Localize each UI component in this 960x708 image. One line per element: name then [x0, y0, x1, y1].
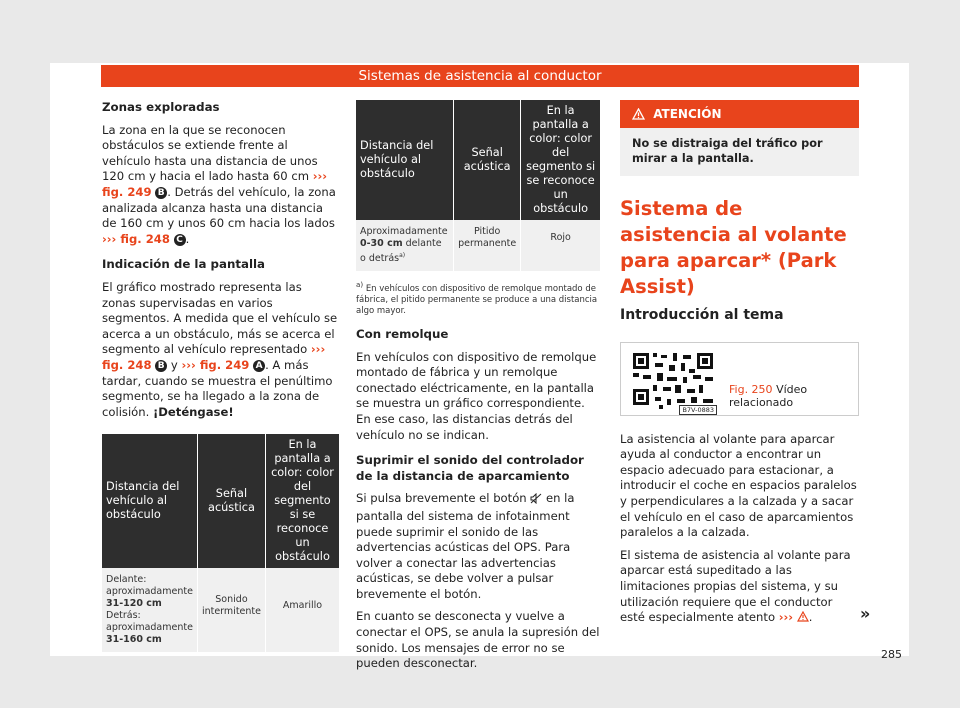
continue-arrow: » [860, 604, 871, 623]
page-number: 285 [881, 648, 902, 661]
warning-box [620, 100, 859, 176]
footnote-ref: a) [399, 252, 406, 259]
suprimir-text: Si pulsa brevemente el botón [356, 491, 527, 506]
intro-text-2: El sistema de asistencia al volante para aparcar está supeditado a las limitaciones propias del sistema, y su utilización requiere que el conductor esté especialmente atento [620, 547, 851, 625]
fig-link[interactable]: ››› fig. 249 [102, 169, 328, 199]
cell-text: Aproximadamente [360, 226, 448, 237]
remolque-title: Con remolque [356, 326, 449, 341]
distance-table-2 [356, 100, 600, 271]
fig-link[interactable]: ››› fig. 248 [102, 342, 326, 372]
warning-icon [632, 102, 645, 130]
cell-line: 31-120 cm [106, 598, 162, 610]
callout-badge: A [253, 360, 265, 372]
figure-250[interactable] [620, 342, 859, 416]
callout-badge: C [174, 234, 186, 246]
fig-link[interactable]: ››› fig. 249 [181, 357, 250, 372]
section-title: Sistema de asistencia al volante para aparcar* (Park Assist) [620, 197, 847, 298]
cell-acoustic: Sonido intermitente [197, 568, 265, 652]
indicacion-paragraph [102, 280, 339, 420]
cell-text: delante o detrás [360, 238, 442, 265]
cell-distance [102, 568, 197, 652]
zonas-paragraph: La zona en la que se reconocen obstáculos se extiende frente al vehículo hasta una distancia de unos 120 cm y hacia el lado hasta 60 cm ››› fig. 249 B . Detrás del vehículo, la zona analizada alcanza hasta una distancia de 160 cm y unos 60 cm hacia los lados ››› fig. 248 C . [102, 122, 336, 246]
figure-code: B7V-0883 [679, 405, 717, 415]
qr-code-icon[interactable] [629, 349, 717, 413]
suprimir-title: Suprimir el sonido del controlador de la distancia de aparcamiento [356, 453, 584, 483]
indicacion-text-2: . A más tardar, cuando se muestra el penúltimo segmento, se ha llegado a la zona de colisión. [102, 357, 333, 419]
zonas-text-2: . Detrás del vehículo, la zona analizada alcanza hasta una distancia de 160 cm y unos 60 cm hacia los lados [102, 184, 336, 231]
cell-color: Amarillo [265, 568, 339, 652]
indicacion-text: El gráfico mostrado representa las zonas supervisadas en varios segmentos. A medida que el vehículo se acerca a un obstáculo, más se acerca el segmento al vehículo representado [102, 279, 338, 357]
col-header-color: En la pantalla a color: color del segmento si se reconoce un obstáculo [265, 434, 339, 568]
cell-text: 0-30 cm [360, 238, 403, 249]
col-header-distance: Distancia del vehículo al obstáculo [102, 434, 197, 568]
callout-badge: B [155, 187, 167, 199]
column-3 [620, 100, 859, 634]
suprimir-text-3: En cuanto se desconecta y vuelve a conectar el OPS, se anula la supresión del sonido. Los mensajes de error no se pueden desconectar. [356, 609, 600, 671]
section-subtitle: Introducción al tema [620, 307, 784, 323]
warning-header [620, 100, 859, 128]
col-header-distance: Distancia del vehículo al obstáculo [356, 100, 454, 220]
column-2 [356, 100, 600, 679]
intro-paragraph-1: La asistencia al volante para aparcar ayuda al conductor a encontrar un espacio adecuado para estacionar, a introducir el coche en espacios paralelos y perpendiculares a la calzada y a sacar el vehículo en el caso de aparcamientos paralelos a la calzada. [620, 431, 857, 540]
table-footnote [356, 279, 600, 317]
cell-distance [356, 220, 454, 271]
and-text: y [167, 357, 182, 372]
figure-caption-text: Vídeo relacionado [729, 382, 808, 409]
callout-badge: B [155, 360, 167, 372]
cell-line: Delante: aproximadamente [106, 574, 193, 598]
cell-line: Detrás: aproximadamente [106, 610, 193, 634]
col-header-color: En la pantalla a color: color del segmento si se reconoce un obstáculo [521, 100, 600, 220]
figure-caption [729, 383, 858, 409]
cell-acoustic: Pitido permanente [454, 220, 521, 271]
footnote-mark: a) [356, 280, 364, 290]
suprimir-paragraph [356, 491, 600, 602]
intro-paragraph-2 [620, 548, 859, 627]
stop-warning: ¡Deténgase! [153, 404, 234, 419]
indicacion-title: Indicación de la pantalla [102, 257, 265, 272]
warning-text: No se distraiga del tráfico por mirar a la pantalla. [620, 128, 859, 176]
cell-color: Rojo [521, 220, 600, 271]
cell-line: 31-160 cm [106, 634, 162, 646]
distance-table-1 [102, 434, 339, 652]
warning-title: ATENCIÓN [653, 107, 722, 121]
col-header-acoustic: Señal acústica [454, 100, 521, 220]
suprimir-text-2: en la pantalla del sistema de infotainment puede suprimir el sonido de las advertencias acústicas del OPS. Para volver a conectar las advertencias acústicas, se debe volver a pulsar brevemente el botón. [356, 491, 575, 601]
zonas-title: Zonas exploradas [102, 100, 220, 114]
section-header: Sistemas de asistencia al conductor [101, 65, 859, 87]
column-1 [102, 100, 339, 652]
footnote-text: En vehículos con dispositivo de remolque montado de fábrica, el pitido permanente se produce a una distancia algo mayor. [356, 283, 598, 316]
mute-icon [530, 493, 542, 509]
zonas-text: La zona en la que se reconocen obstáculos se extiende frente al vehículo hasta una distancia de unos 120 cm y hacia el lado hasta 60 cm [102, 122, 318, 184]
period: . [808, 610, 813, 625]
warning-triangle-icon[interactable] [797, 611, 809, 627]
warning-link[interactable]: ››› [778, 610, 794, 625]
remolque-text: En vehículos con dispositivo de remolque montado de fábrica y un remolque conectado eléctricamente, en la pantalla se muestra un gráfico correspondiente. En ese caso, las distancias detrás del vehículo no se indican. [356, 349, 597, 442]
figure-label: Fig. 250 [729, 382, 773, 396]
fig-link[interactable]: ››› fig. 248 [102, 231, 170, 246]
col-header-acoustic: Señal acústica [197, 434, 265, 568]
